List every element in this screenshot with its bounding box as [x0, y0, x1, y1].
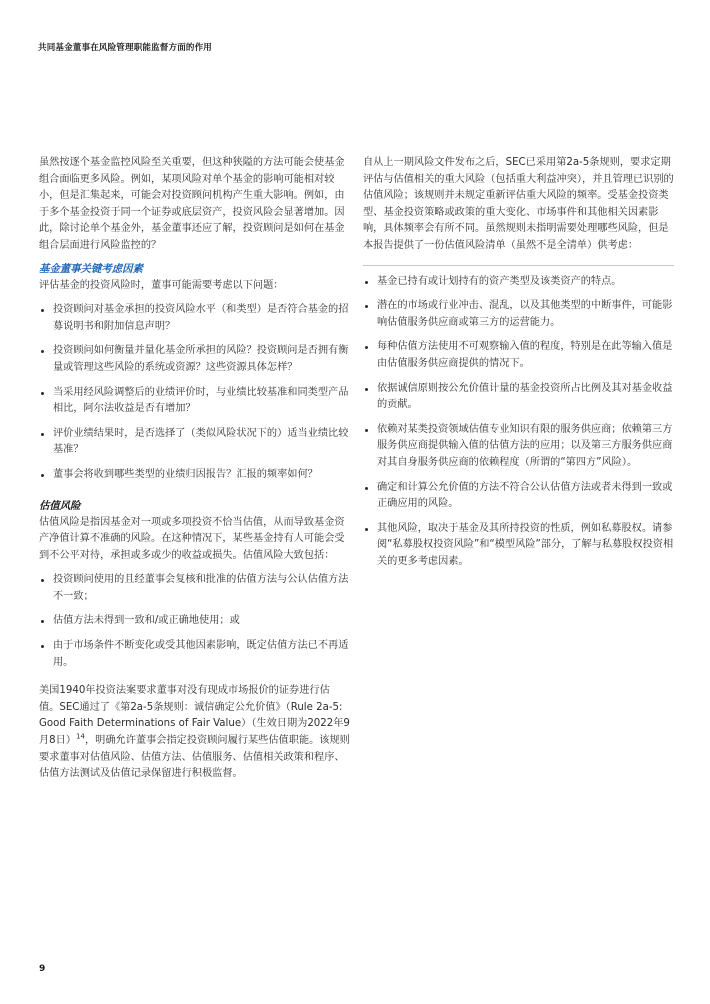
list-item: 董事会将收到哪些类型的业绩归因报告？汇报的频率如何？	[39, 467, 350, 484]
key-considerations-lead: 评估基金的投资风险时，董事可能需要考虑以下问题：	[39, 279, 284, 291]
list-item: 基金已持有或计划持有的资产类型及该类资产的特点。	[363, 274, 674, 291]
divider	[363, 265, 674, 266]
list-item: 评价业绩结果时，是否选择了（类似风险状况下的）适当业绩比较基准？	[39, 426, 350, 459]
rule-2a5-paragraph	[39, 683, 350, 783]
rule-2a5-text-part2: ，明确允许董事会指定投资顾问履行某些估值职能。该规则要求董事对估值风险、估值方法、估值服务、估值相关政策和程序、估值方法测试及估值记录保留进行积极监督。	[39, 735, 350, 780]
list-item: 当采用经风险调整后的业绩评价时，与业绩比较基准和同类型产品相比，阿尔法收益是否有增加？	[39, 385, 350, 418]
list-item: 其他风险，取决于基金及其所持投资的性质，例如私募股权。请参阅“私募股权投资风险”和“模型风险”部分，了解与私募股权投资相关的更多考虑因素。	[363, 521, 674, 571]
list-item: 确定和计算公允价值的方法不符合公认估值方法或者未得到一致或正确应用的风险。	[363, 480, 674, 513]
key-considerations-heading: 基金董事关键考虑因素	[39, 262, 143, 275]
key-considerations-list	[39, 302, 350, 483]
rule-2a5-text-part1: 美国1940年投资法案要求董事对没有现成市场报价的证券进行估值。SEC通过了《第2a-5条规则：诚信确定公允价值》（Rule 2a-5: Good Faith Determinations of Fair Value）（生效日期为2022年9月8日）	[39, 685, 350, 747]
valuation-risk-heading: 估值风险	[39, 499, 81, 512]
footnote-marker[interactable]: 14	[76, 732, 85, 741]
right-intro-paragraph: 自从上一期风险文件发布之后，SEC已采用第2a-5条规则，要求定期评估与估值相关的重大风险（包括重大利益冲突），并且管理已识别的估值风险；该规则并未规定重新评估重大风险的频率。受基金投资类型、基金投资策略或政策的重大变化、市场事件和其他相关因素影响，具体频率会有所不同。虽然规则未指明需要处理哪些风险，但是本报告提供了一份估值风险清单（虽然不是全清单）供考虑：	[363, 157, 674, 251]
left-column	[39, 155, 350, 783]
list-item: 依赖对某类投资领域估值专业知识有限的服务供应商；依赖第三方服务供应商提供输入值的估值方法的应用；以及第三方服务供应商对其自身服务供应商的依赖程度（所谓的“第四方”风险）。	[363, 422, 674, 472]
list-item: 投资顾问使用的且经董事会复核和批准的估值方法与公认估值方法不一致；	[39, 572, 350, 605]
list-item: 每种估值方法使用不可观察输入值的程度，特别是在此等输入值是由估值服务供应商提供的情况下。	[363, 339, 674, 372]
list-item: 依据诚信原则按公允价值计量的基金投资所占比例及其对基金收益的贡献。	[363, 381, 674, 414]
list-item: 投资顾问对基金承担的投资风险水平（和类型）是否符合基金的招募说明书和附加信息声明？	[39, 302, 350, 335]
page-number: 9	[39, 964, 46, 974]
valuation-risk-list	[39, 572, 350, 671]
valuation-risk-body: 估值风险是指因基金对一项或多项投资不恰当估值，从而导致基金资产净值计算不准确的风险。在这种情况下，某些基金持有人可能会受到不公平对待，承担或多或少的收益或损失。估值风险大致包括：	[39, 516, 345, 561]
list-item: 潜在的市场或行业冲击、混乱，以及其他类型的中断事件，可能影响估值服务供应商或第三方的运营能力。	[363, 298, 674, 331]
intro-paragraph: 虽然按逐个基金监控风险至关重要，但这种狭隘的方法可能会使基金组合面临更多风险。例如，某项风险对单个基金的影响可能相对较小，但是汇集起来，可能会对投资顾问机构产生重大影响。例如，由于多个基金投资于同一个证券或底层资产，投资风险会显著增加。因此，除讨论单个基金外，基金董事还应了解，投资顾问是如何在基金组合层面进行风险监控的？	[39, 157, 345, 251]
right-column	[363, 155, 674, 570]
list-item: 由于市场条件不断变化或受其他因素影响，既定估值方法已不再适用。	[39, 638, 350, 671]
valuation-risk-checklist	[363, 274, 674, 571]
running-header: 共同基金董事在风险管理职能监督方面的作用	[38, 43, 213, 53]
list-item: 投资顾问如何衡量并量化基金所承担的风险？投资顾问是否拥有衡量或管理这些风险的系统或资源？这些资源具体怎样？	[39, 343, 350, 376]
list-item: 估值方法未得到一致和/或正确地使用；或	[39, 613, 350, 630]
